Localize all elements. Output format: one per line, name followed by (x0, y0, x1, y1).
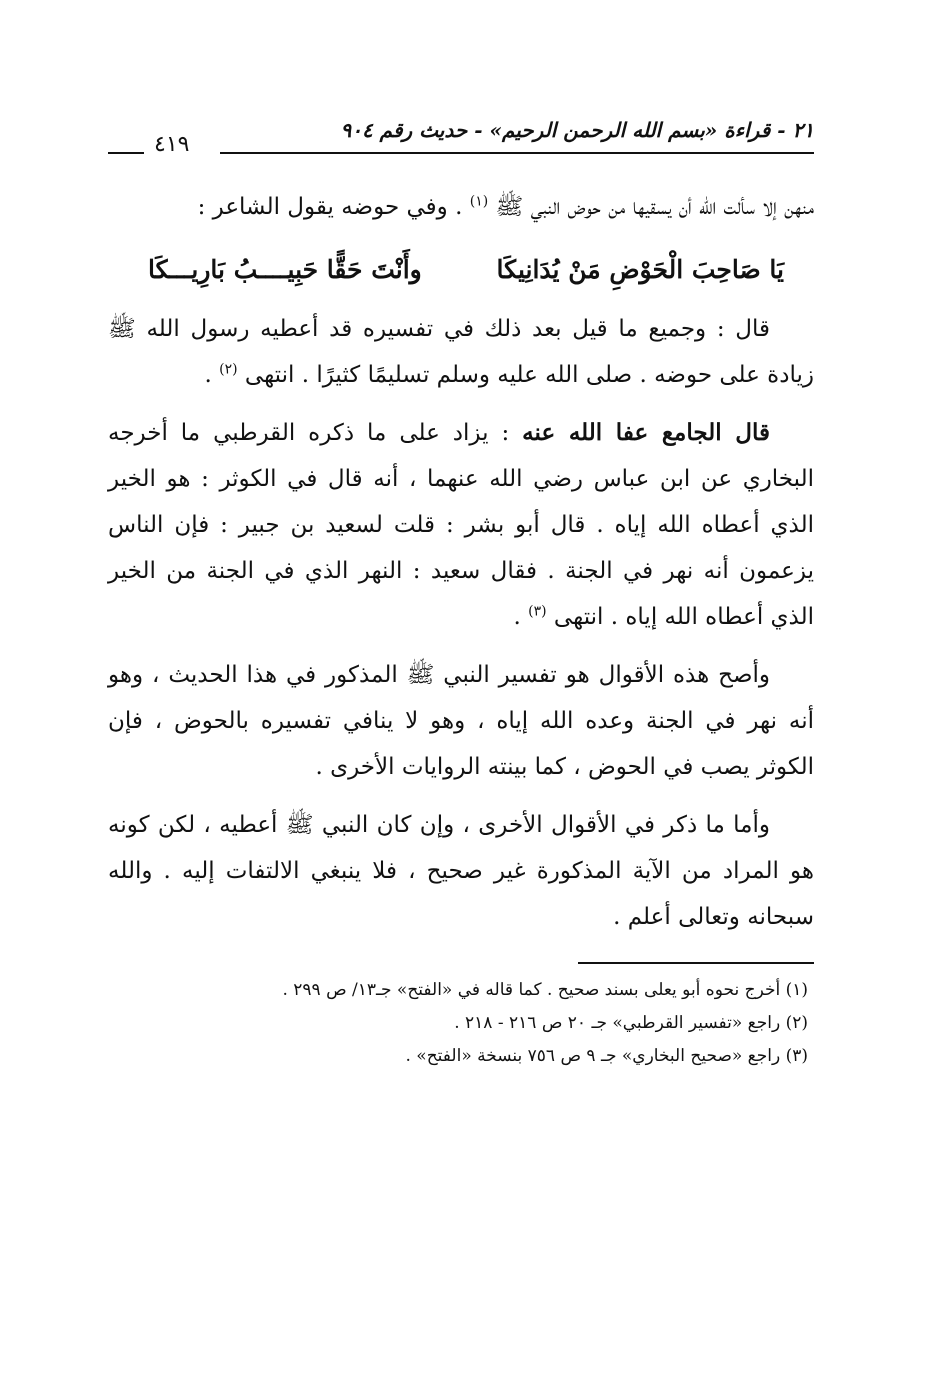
paragraph-5: وأما ما ذكر في الأقوال الأخرى ، وإن كان النبي ﷺ أعطيه ، لكن كونه هو المراد من الآية المذكورة غير صحيح ، فلا ينبغي الالتفات إليه . والله سبحانه وتعالى أعلم . (108, 812, 814, 930)
footnote-2: (٢) راجع «تفسير القرطبي» جـ ٢٠ ص ٢١٦ - ٢١٨ . (454, 1013, 808, 1033)
paragraph-1-text-a: منهن إلا سألت الله أن يسقيها من حوض النبي ﷺ (495, 194, 814, 220)
paragraph-4: وأصح هذه الأقوال هو تفسير النبي ﷺ المذكور في هذا الحديث ، وهو أنه نهر في الجنة وعده الله إياه ، وهو لا ينافي تفسيره بالحوض ، فإن الكوثر يصب في الحوض ، كما بينته الروايات الأخرى . (108, 662, 814, 780)
paragraph-2-text-b: . (204, 362, 212, 388)
paragraph-3-text-a: : يزاد على ما ذكره القرطبي ما أخرجه البخاري عن ابن عباس رضي الله عنهما ، أنه قال في الكوثر : هو الخير الذي أعطاه الله إياه . قال أبو بشر : قلت لسعيد بن جبير : فإن الناس يزعمون أنه نهر في الجنة . فقال سعيد : النهر الذي في الجنة من الخير الذي أعطاه الله إياه . انتهى (108, 420, 814, 630)
paragraph-3 (108, 410, 814, 640)
verse-first-hemistich: يَا صَاحِبَ الْحَوْضِ مَنْ يُدَانِيكَا (496, 255, 784, 284)
header-rule (220, 152, 814, 154)
running-header (108, 110, 814, 160)
paragraph-2 (108, 306, 814, 398)
footnote-separator (578, 962, 814, 964)
book-page (108, 110, 814, 1073)
page-number-dash (108, 152, 144, 154)
footnotes (108, 974, 814, 1073)
footnote-ref-2: (٢) (219, 361, 238, 378)
page-number: ٤١٩ (154, 132, 190, 157)
footnote-ref-3: (٣) (528, 603, 547, 620)
paragraph-3-lead: قال الجامع عفا الله عنه (522, 419, 770, 446)
paragraph-1-text-b: . وفي حوضه يقول الشاعر : (197, 194, 463, 220)
header-title: ٢١ - قراءة «بسم الله الرحمن الرحيم» - حديث رقم ٩٠٤ (340, 118, 814, 142)
paragraph-3-text-b: . (513, 604, 521, 630)
footnote-3: (٣) راجع «صحيح البخاري» جـ ٩ ص ٧٥٦ بنسخة «الفتح» . (405, 1046, 808, 1066)
verse-second-hemistich: وأَنْتَ حَقًّا حَبِيــــبُ بَارِيـــكَا (148, 255, 422, 284)
poetry-verse (108, 230, 814, 306)
footnote-ref-1: (١) (469, 193, 489, 210)
footnote-1: (١) أخرج نحوه أبو يعلى بسند صحيح . كما قاله في «الفتح» جـ١٣/ ص ٢٩٩ . (282, 980, 808, 1000)
paragraph-1 (108, 184, 814, 230)
paragraph-2-text-a: قال : وجميع ما قيل بعد ذلك في تفسيره قد أعطيه رسول الله ﷺ زيادة على حوضه . صلى الله عليه وسلم تسليمًا كثيرًا . انتهى (108, 316, 814, 388)
